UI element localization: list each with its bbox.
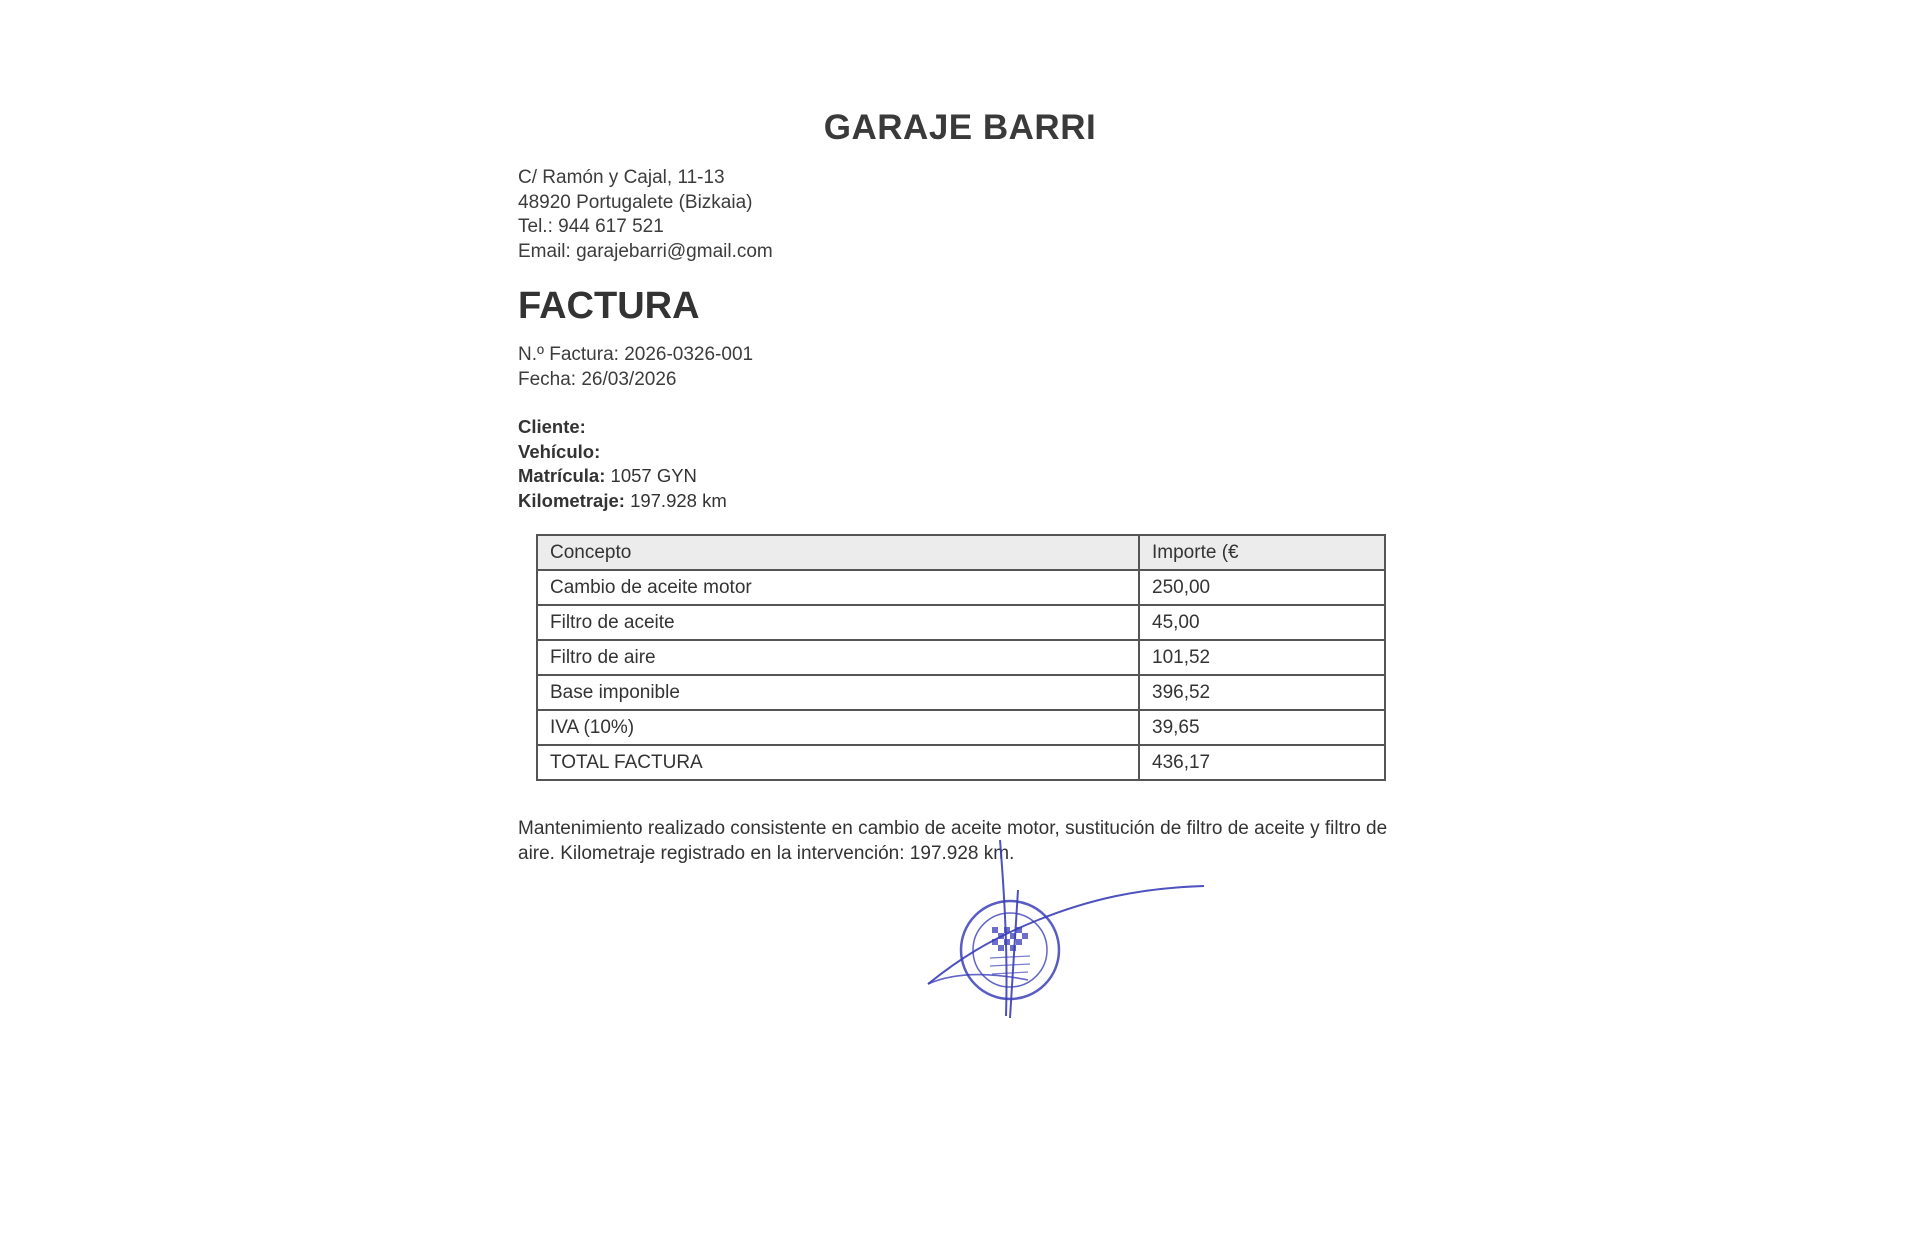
table-row [537,605,1385,640]
client-info [518,415,727,513]
table-row [537,675,1385,710]
address-city: 48920 Portugalete (Bizkaia) [518,191,753,213]
company-email: Email: garajebarri@gmail.com [518,240,773,262]
row-amount: 250,00 [1139,570,1385,605]
table-row [537,570,1385,605]
company-address [518,166,773,264]
company-name: GARAJE BARRI [823,108,1097,147]
row-concept: TOTAL FACTURA [537,745,1139,780]
table-header-row [537,535,1385,570]
vehicle-row [518,440,727,465]
row-amount: 39,65 [1139,710,1385,745]
table-row [537,745,1385,780]
row-concept: Filtro de aire [537,640,1139,675]
stamp-seal-icon [918,830,1208,1030]
header-concepto: Concepto [537,535,1139,570]
vehicle-label: Vehículo: [518,440,601,462]
plate-label: Matrícula: [518,465,606,486]
service-note: Mantenimiento realizado consistente en cambio de aceite motor, sustitución de filtro de aceite y filtro de aire. Kilometraje registrado en la intervención: 197.928 km. [518,818,1388,864]
company-phone: Tel.: 944 617 521 [518,216,664,237]
invoice-meta [518,342,753,392]
stamp-signature [918,830,1208,1030]
plate-value: 1057 GYN [610,465,697,486]
row-concept: Base imponible [537,675,1139,710]
document-title: FACTURA [518,285,700,327]
plate-row [518,464,727,489]
address-street: C/ Ramón y Cajal, 11-13 [518,167,725,188]
row-concept: Cambio de aceite motor [537,570,1139,605]
row-amount: 101,52 [1139,640,1385,675]
mileage-value: 197.928 km [630,489,727,511]
row-concept: IVA (10%) [537,710,1139,745]
client-row [518,415,727,440]
invoice-table [536,534,1386,781]
row-amount: 45,00 [1139,605,1385,640]
mileage-row [518,489,727,514]
row-amount: 436,17 [1139,745,1385,780]
invoice-number: N.º Factura: 2026-0326-001 [518,344,754,365]
row-concept: Filtro de aceite [537,605,1139,640]
invoice-date: Fecha: 26/03/2026 [518,369,677,390]
table-row [537,710,1385,745]
client-label: Cliente: [518,416,586,437]
row-amount: 396,52 [1139,675,1385,710]
table-row [537,640,1385,675]
header-importe: Importe (€ [1139,535,1385,570]
mileage-label: Kilometraje: [518,489,625,511]
